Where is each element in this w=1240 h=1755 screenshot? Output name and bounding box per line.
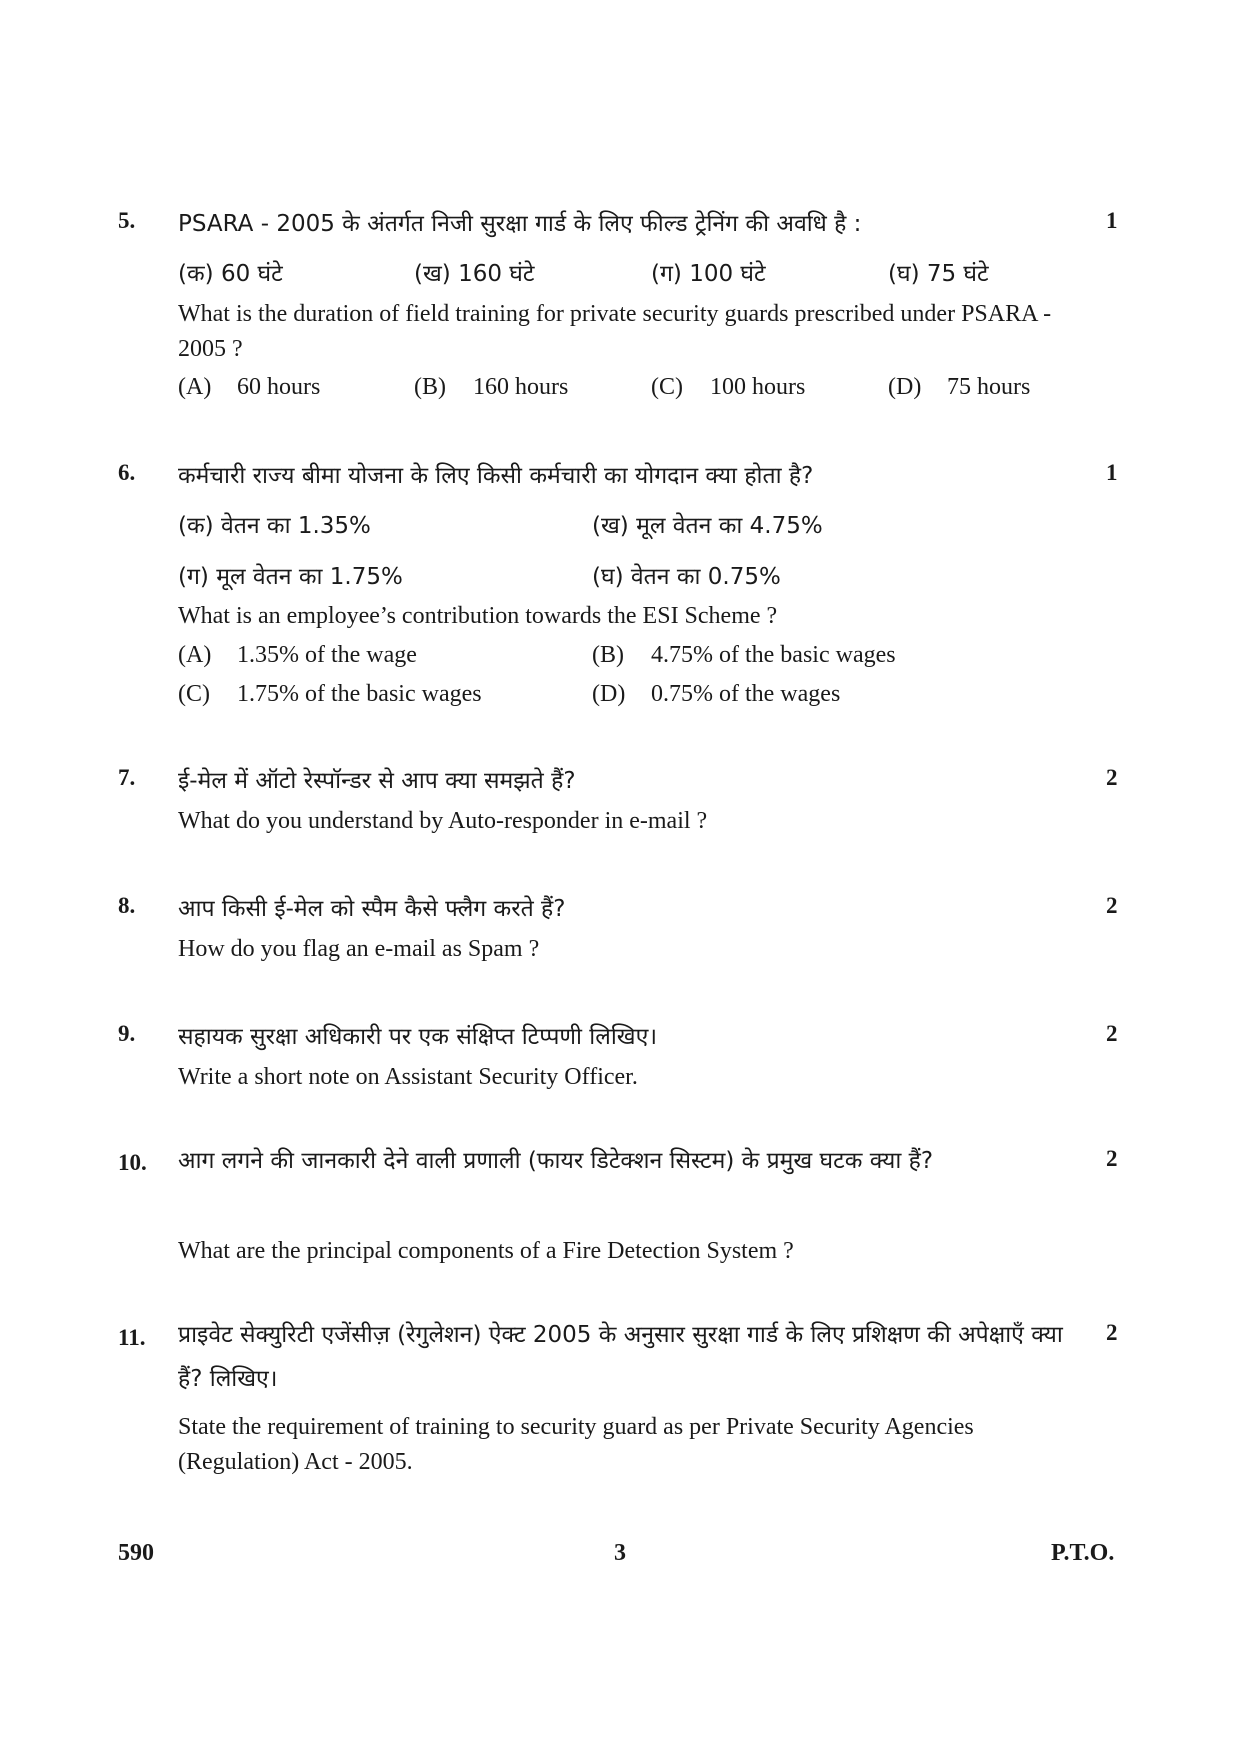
question-number: 10. <box>118 1150 147 1175</box>
hindi-option-b: (ख) मूल वेतन का 4.75% <box>592 513 823 539</box>
question-number: 5. <box>118 208 136 233</box>
pto-label: P.T.O. <box>1051 1540 1115 1566</box>
question-hindi: PSARA - 2005 के अंतर्गत निजी सुरक्षा गार्ड के लिए फील्ड ट्रेनिंग की अवधि है : <box>178 211 862 237</box>
question-hindi: सहायक सुरक्षा अधिकारी पर एक संक्षिप्त टिप्पणी लिखिए। <box>178 1024 658 1050</box>
hindi-option-c: (ग) 100 घंटे <box>651 261 766 287</box>
question-marks: 2 <box>1106 1021 1118 1046</box>
hindi-option-a: (क) 60 घंटे <box>178 261 283 287</box>
english-option-a: (A) 60 hours <box>178 374 321 400</box>
question-hindi: आप किसी ई-मेल को स्पैम कैसे फ्लैग करते हैं? <box>178 896 566 922</box>
hindi-option-c: (ग) मूल वेतन का 1.75% <box>178 564 403 590</box>
english-option-c: (C) 1.75% of the basic wages <box>178 681 482 707</box>
question-english: How do you flag an e-mail as Spam ? <box>178 936 540 962</box>
page-number: 3 <box>614 1540 626 1566</box>
english-option-d: (D) 75 hours <box>888 374 1031 400</box>
question-number: 11. <box>118 1325 146 1350</box>
question-marks: 1 <box>1106 460 1118 485</box>
english-option-c: (C) 100 hours <box>651 374 806 400</box>
english-option-a: (A) 1.35% of the wage <box>178 642 417 668</box>
question-marks: 2 <box>1106 1146 1118 1171</box>
question-marks: 1 <box>1106 208 1118 233</box>
hindi-option-b: (ख) 160 घंटे <box>414 261 535 287</box>
english-option-d: (D) 0.75% of the wages <box>592 681 841 707</box>
question-hindi: कर्मचारी राज्य बीमा योजना के लिए किसी कर्मचारी का योगदान क्या होता है? <box>178 463 814 489</box>
question-english: State the requirement of training to security guard as per Private Security Agencies (Regulation) Act - 2005. <box>178 1414 974 1475</box>
question-marks: 2 <box>1106 893 1118 918</box>
question-number: 9. <box>118 1021 136 1046</box>
question-hindi: ई-मेल में ऑटो रेस्पॉन्डर से आप क्या समझते हैं? <box>178 768 576 794</box>
english-option-b: (B) 4.75% of the basic wages <box>592 642 896 668</box>
question-number: 7. <box>118 765 136 790</box>
question-english: Write a short note on Assistant Security Officer. <box>178 1064 638 1090</box>
hindi-option-d: (घ) वेतन का 0.75% <box>592 564 781 590</box>
english-option-b: (B) 160 hours <box>414 374 569 400</box>
question-english: What are the principal components of a Fire Detection System ? <box>178 1238 794 1264</box>
question-english: What is an employee’s contribution towards the ESI Scheme ? <box>178 603 778 629</box>
hindi-option-d: (घ) 75 घंटे <box>888 261 989 287</box>
paper-code: 590 <box>118 1540 154 1566</box>
question-hindi: प्राइवेट सेक्युरिटी एजेंसीज़ (रेगुलेशन) ऐक्ट 2005 के अनुसार सुरक्षा गार्ड के लिए प्रशिक्षण की अपेक्षाएँ क्या हैं? लिखिए। <box>178 1322 1063 1392</box>
question-number: 8. <box>118 893 136 918</box>
question-hindi: आग लगने की जानकारी देने वाली प्रणाली (फायर डिटेक्शन सिस्टम) के प्रमुख घटक क्या हैं? <box>178 1148 934 1174</box>
question-marks: 2 <box>1106 1320 1118 1345</box>
hindi-option-a: (क) वेतन का 1.35% <box>178 513 371 539</box>
question-marks: 2 <box>1106 765 1118 790</box>
question-number: 6. <box>118 460 136 485</box>
question-english: What do you understand by Auto-responder in e-mail ? <box>178 808 708 834</box>
question-english: What is the duration of field training for private security guards prescribed under PSARA - 2005 ? <box>178 301 1052 362</box>
